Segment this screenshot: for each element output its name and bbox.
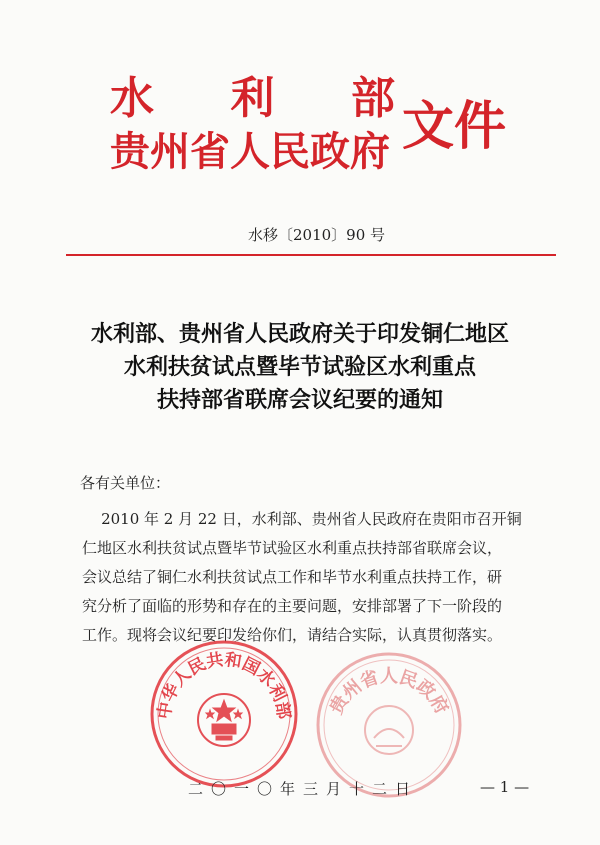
issue-date (188, 778, 418, 799)
issuer-char: 部 (351, 73, 395, 124)
issuer-char: 水 (110, 73, 154, 124)
ministry-seal-stamp (148, 638, 300, 790)
title-line: 水利扶贫试点暨毕节试验区水利重点 (123, 354, 476, 380)
seal-text: 中华人民共和国水利部 (154, 649, 294, 721)
document-type-label: 文件 (402, 96, 507, 157)
title-line: 扶持部省联席会议纪要的通知 (156, 387, 443, 413)
page-number: — 1 — (480, 778, 530, 796)
body-line: 2010 年 2 月 22 日，水利部、贵州省人民政府在贵阳市召开铜 (82, 510, 522, 528)
addressee: 各有关单位： (80, 474, 171, 492)
red-separator-line (66, 254, 556, 256)
body-paragraph (82, 505, 552, 650)
body-line: 仁地区水利扶贫试点暨毕节试验区水利重点扶持部省联席会议， (82, 539, 503, 557)
issuer-char: 利 (230, 73, 275, 124)
issuer-guizhou-government: 贵州省人民政府 (110, 128, 390, 175)
body-line: 工作。现将会议纪要印发给你们，请结合实际，认真贯彻落实。 (82, 626, 503, 644)
body-line: 究分析了面临的形势和存在的主要问题，安排部署了下一阶段的 (82, 597, 503, 615)
seal-text: 贵州省人民政府 (325, 665, 453, 718)
date-text: 二〇一〇年三月十二日 (188, 780, 419, 798)
document-header (0, 0, 600, 240)
body-line: 会议总结了铜仁水利扶贫试点工作和毕节水利重点扶持工作，研 (82, 568, 503, 586)
svg-text:贵州省人民政府 (326, 666, 453, 718)
issuer-ministry-of-water-resources (110, 62, 395, 126)
title-line: 水利部、贵州省人民政府关于印发铜仁地区 (90, 321, 509, 347)
document-number: 水移〔2010〕90 号 (248, 226, 386, 244)
document-title (60, 318, 540, 417)
